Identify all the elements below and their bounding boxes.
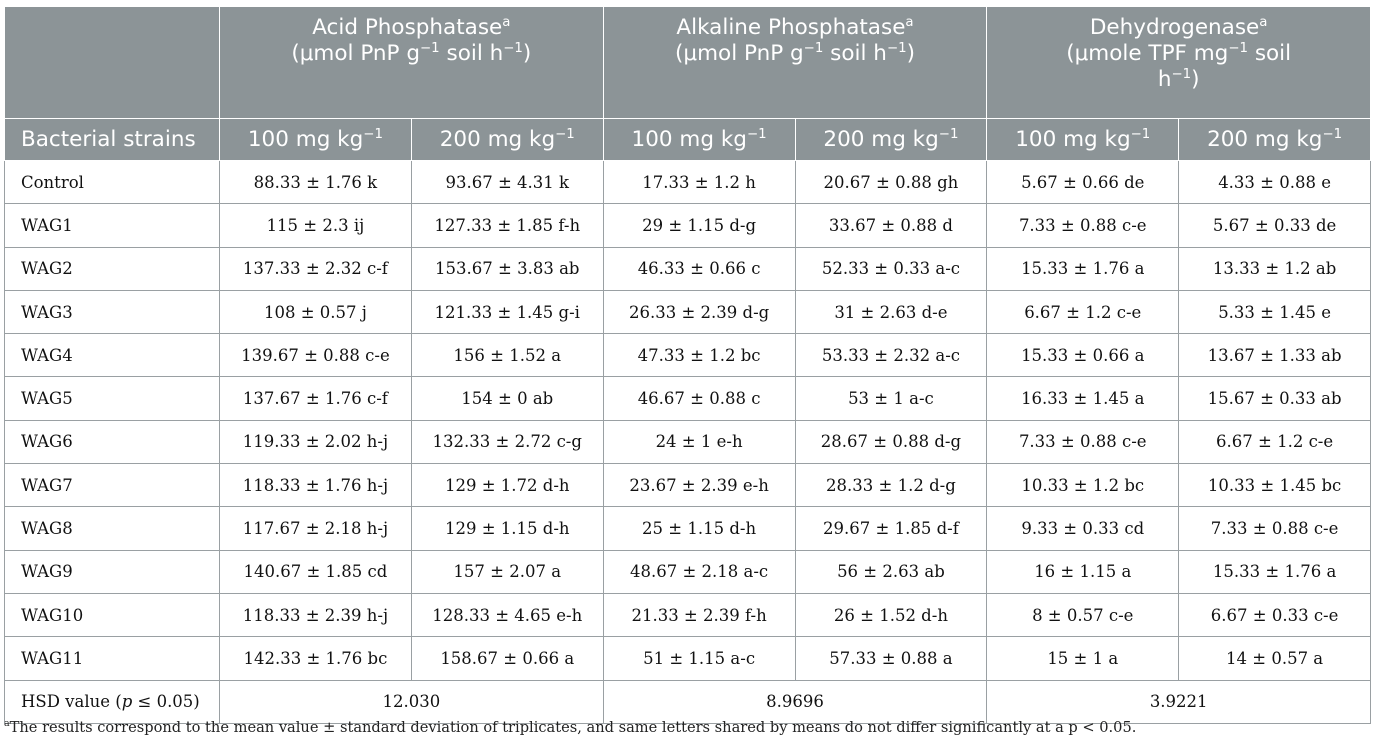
value-cell: 119.33 ± 2.02 h-j [220,420,412,463]
value-cell: 5.33 ± 1.45 e [1179,290,1371,333]
value-cell: 13.33 ± 1.2 ab [1179,247,1371,290]
value-cell: 7.33 ± 0.88 c-e [987,420,1179,463]
table-row [5,420,1371,463]
value-cell: 4.33 ± 0.88 e [1179,161,1371,204]
value-cell: 56 ± 2.63 ab [795,550,987,593]
strain-name-cell: Control [5,161,220,204]
header-dose-dehydrogenase-100: 100 mg $kg^{-1}$ [987,119,1179,161]
value-cell: 29 ± 1.15 d-g [603,204,795,247]
strain-name-cell: WAG3 [5,290,220,333]
value-cell: 57.33 ± 0.88 a [795,637,987,680]
value-cell: 48.67 ± 2.18 a-c [603,550,795,593]
value-cell: 9.33 ± 0.33 cd [987,507,1179,550]
value-cell: 127.33 ± 1.85 f-h [411,204,603,247]
value-cell: 33.67 ± 0.88 d [795,204,987,247]
value-cell: 26 ± 1.52 d-h [795,593,987,636]
value-cell: 51 ± 1.15 a-c [603,637,795,680]
header-dose-acid-100: 100 mg $kg^{-1}$ [220,119,412,161]
value-cell: 140.67 ± 1.85 cd [220,550,412,593]
data-table-container [4,6,1370,724]
table-row [5,464,1371,507]
header-group-row [5,7,1371,119]
value-cell: 128.33 ± 4.65 e-h [411,593,603,636]
strain-name-cell: WAG1 [5,204,220,247]
header-dose-alkaline-100: 100 mg $kg^{-1}$ [603,119,795,161]
value-cell: 14 ± 0.57 a [1179,637,1371,680]
value-cell: 137.67 ± 1.76 c-f [220,377,412,420]
value-cell: 46.33 ± 0.66 c [603,247,795,290]
value-cell: 118.33 ± 1.76 h-j [220,464,412,507]
value-cell: 21.33 ± 2.39 f-h [603,593,795,636]
value-cell: 52.33 ± 0.33 a-c [795,247,987,290]
hsd-value-alkaline: 8.9696 [603,680,987,723]
table-body [5,161,1371,724]
value-cell: 16 ± 1.15 a [987,550,1179,593]
value-cell: 15.33 ± 1.76 a [987,247,1179,290]
value-cell: 15.33 ± 0.66 a [987,334,1179,377]
table-row [5,550,1371,593]
value-cell: 5.67 ± 0.33 de [1179,204,1371,247]
header-bacterial-strains: Bacterial strains [5,119,220,161]
value-cell: 6.67 ± 0.33 c-e [1179,593,1371,636]
value-cell: 53 ± 1 a-c [795,377,987,420]
value-cell: 129 ± 1.72 d-h [411,464,603,507]
value-cell: 153.67 ± 3.83 ab [411,247,603,290]
value-cell: 25 ± 1.15 d-h [603,507,795,550]
header-dehydrogenase: Dehydrogenase$^a$ (μmole TPF $mg^{-1}$ soil $h^{-1}$) [987,7,1371,119]
value-cell: 118.33 ± 2.39 h-j [220,593,412,636]
hsd-value-acid: 12.030 [220,680,604,723]
table-row [5,161,1371,204]
value-cell: 28.67 ± 0.88 d-g [795,420,987,463]
table-row [5,377,1371,420]
header-alkaline-phosphatase: Alkaline Phosphatase$^a$ (μmol PnP $g^{-1}$ soil $h^{-1}$) [603,7,987,119]
value-cell: 156 ± 1.52 a [411,334,603,377]
table-row [5,334,1371,377]
strain-name-cell: WAG9 [5,550,220,593]
strain-name-cell: WAG10 [5,593,220,636]
value-cell: 93.67 ± 4.31 k [411,161,603,204]
strain-name-cell: WAG7 [5,464,220,507]
strain-name-cell: WAG4 [5,334,220,377]
value-cell: 142.33 ± 1.76 bc [220,637,412,680]
enzyme-activity-table [4,6,1371,724]
value-cell: 15.33 ± 1.76 a [1179,550,1371,593]
value-cell: 10.33 ± 1.45 bc [1179,464,1371,507]
table-row [5,247,1371,290]
header-acid-phosphatase: Acid Phosphatase$^a$ (μmol PnP $g^{-1}$ soil $h^{-1}$) [220,7,604,119]
value-cell: 23.67 ± 2.39 e-h [603,464,795,507]
value-cell: 24 ± 1 e-h [603,420,795,463]
value-cell: 108 ± 0.57 j [220,290,412,333]
strain-name-cell: WAG6 [5,420,220,463]
value-cell: 28.33 ± 1.2 d-g [795,464,987,507]
table-row [5,290,1371,333]
value-cell: 15.67 ± 0.33 ab [1179,377,1371,420]
value-cell: 20.67 ± 0.88 gh [795,161,987,204]
value-cell: 158.67 ± 0.66 a [411,637,603,680]
value-cell: 16.33 ± 1.45 a [987,377,1179,420]
value-cell: 157 ± 2.07 a [411,550,603,593]
table-footnote: $^a$The results correspond to the mean value ± standard deviation of triplicates, and same letters shared by means do not differ significantly at a p < 0.05. [4,718,1137,736]
table-row [5,593,1371,636]
strain-name-cell: WAG8 [5,507,220,550]
table-row [5,637,1371,680]
value-cell: 117.67 ± 2.18 h-j [220,507,412,550]
value-cell: 5.67 ± 0.66 de [987,161,1179,204]
value-cell: 7.33 ± 0.88 c-e [1179,507,1371,550]
value-cell: 53.33 ± 2.32 a-c [795,334,987,377]
value-cell: 26.33 ± 2.39 d-g [603,290,795,333]
value-cell: 154 ± 0 ab [411,377,603,420]
hsd-value-dehydrogenase: 3.9221 [987,680,1371,723]
value-cell: 137.33 ± 2.32 c-f [220,247,412,290]
value-cell: 6.67 ± 1.2 c-e [987,290,1179,333]
value-cell: 115 ± 2.3 ij [220,204,412,247]
strain-name-cell: WAG11 [5,637,220,680]
value-cell: 13.67 ± 1.33 ab [1179,334,1371,377]
value-cell: 47.33 ± 1.2 bc [603,334,795,377]
value-cell: 15 ± 1 a [987,637,1179,680]
value-cell: 6.67 ± 1.2 c-e [1179,420,1371,463]
value-cell: 121.33 ± 1.45 g-i [411,290,603,333]
header-dose-acid-200: 200 mg $kg^{-1}$ [411,119,603,161]
value-cell: 31 ± 2.63 d-e [795,290,987,333]
table-row [5,204,1371,247]
value-cell: 88.33 ± 1.76 k [220,161,412,204]
value-cell: 17.33 ± 1.2 h [603,161,795,204]
header-dose-dehydrogenase-200: 200 mg $kg^{-1}$ [1179,119,1371,161]
hsd-label: HSD value (p ≤ 0.05) [5,680,220,723]
value-cell: 132.33 ± 2.72 c-g [411,420,603,463]
strain-name-cell: WAG5 [5,377,220,420]
hsd-row [5,680,1371,723]
table-header [5,7,1371,161]
value-cell: 139.67 ± 0.88 c-e [220,334,412,377]
header-corner-cell [5,7,220,119]
value-cell: 29.67 ± 1.85 d-f [795,507,987,550]
value-cell: 129 ± 1.15 d-h [411,507,603,550]
value-cell: 10.33 ± 1.2 bc [987,464,1179,507]
header-dose-row [5,119,1371,161]
strain-name-cell: WAG2 [5,247,220,290]
value-cell: 8 ± 0.57 c-e [987,593,1179,636]
header-dose-alkaline-200: 200 mg $kg^{-1}$ [795,119,987,161]
value-cell: 7.33 ± 0.88 c-e [987,204,1179,247]
value-cell: 46.67 ± 0.88 c [603,377,795,420]
table-row [5,507,1371,550]
